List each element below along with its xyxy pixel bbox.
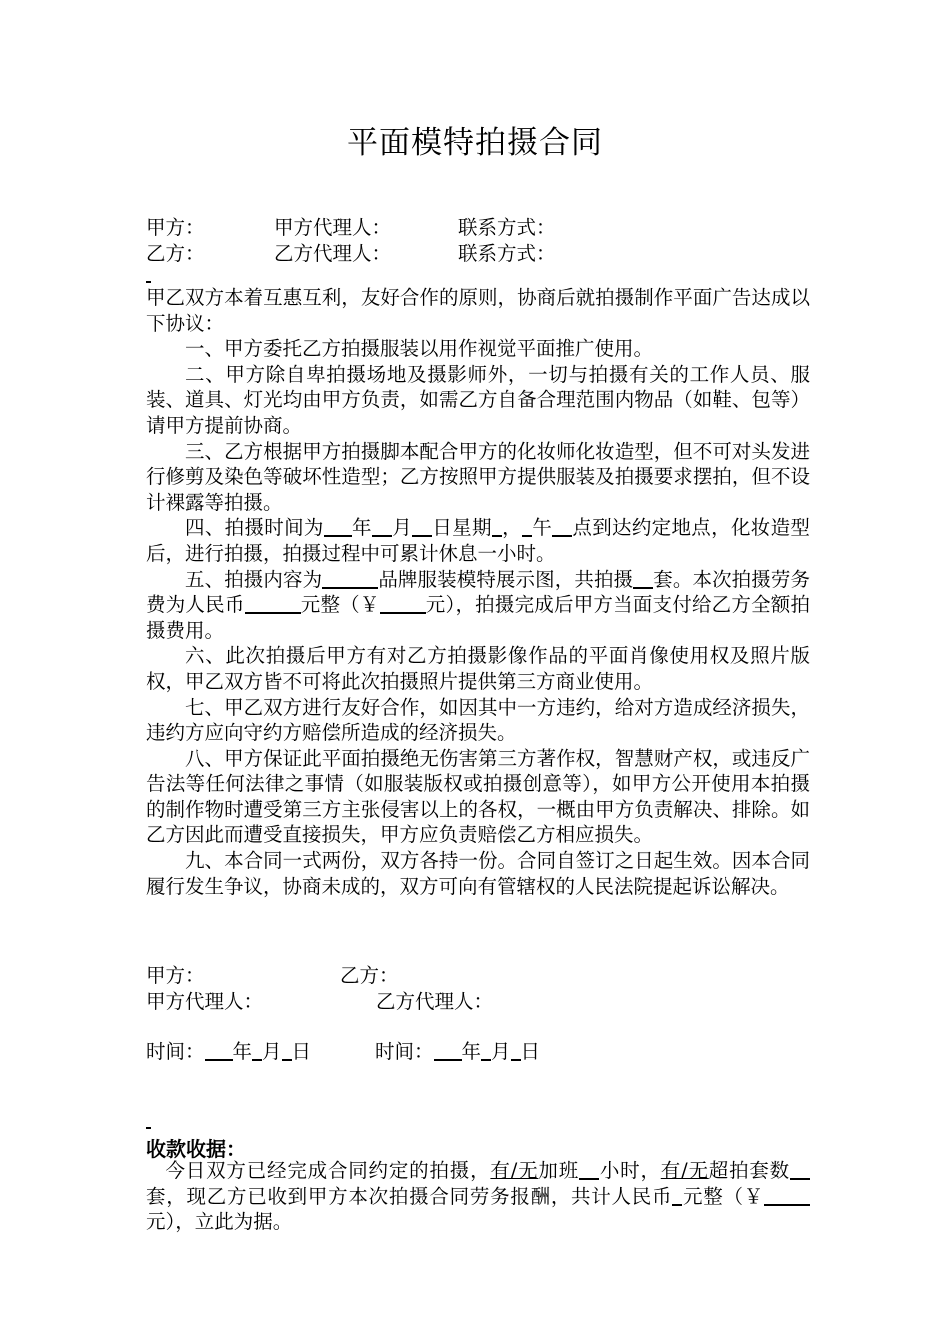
blank-date-b-month[interactable] (481, 1040, 491, 1062)
blank-month[interactable] (372, 516, 392, 538)
receipt-text: 元），立此为据。 (146, 1210, 293, 1234)
blank-sets[interactable] (633, 567, 653, 589)
blank-ampm[interactable] (522, 516, 532, 538)
blank-date-a-year[interactable] (205, 1040, 233, 1062)
clause-7: 七、甲乙双方进行友好合作，如因其中一方违约，给对方造成经济损失，违约方应向守约方赔偿所造成的经济损失。 (146, 695, 810, 745)
extra-sets-option[interactable]: 有/无 (660, 1159, 709, 1182)
clause-4 (146, 515, 810, 566)
clause-8: 八、甲方保证此平面拍摄绝无伤害第三方著作权，智慧财产权，或违反广告法等任何法律之事情（如服装版权或拍摄创意等），如甲方公开使用本拍摄的制作物时遭受第三方主张侵害以上的各权，一概由甲方负责解决、排除。如乙方因此而遭受直接损失，甲方应负责赔偿乙方相应损失。 (146, 746, 810, 847)
clause-4-text: 日星期 (432, 516, 492, 540)
party-b-label: 乙方： (146, 242, 205, 265)
clause-5-text: 元整（￥ (300, 593, 380, 617)
blank-date-b-day[interactable] (511, 1040, 521, 1062)
receipt-text: 套，现乙方已收到甲方本次拍摄合同劳务报酬，共计人民币 (146, 1184, 673, 1208)
sign-agent-b: 乙方代理人： (376, 990, 494, 1013)
receipt-text: 元整（￥ (682, 1184, 764, 1208)
clause-5-text: 五、拍摄内容为 (185, 567, 323, 591)
receipt-text: 今日双方已经完成合同约定的拍摄， (165, 1159, 491, 1182)
page-title: 平面模特拍摄合同 (347, 125, 603, 161)
sign-party-a: 甲方： (146, 964, 205, 987)
clause-9: 九、本合同一式两份，双方各持一份。合同自签订之日起生效。因本合同履行发生争议，协商未成的，双方可向有管辖权的人民法院提起诉讼解决。 (146, 849, 810, 898)
intro-paragraph: 甲乙双方本着互惠互利，友好合作的原则，协商后就拍摄制作平面广告达成以下协议： (146, 286, 810, 335)
overtime-option[interactable]: 有/无 (490, 1159, 539, 1182)
blank-day[interactable] (412, 516, 432, 538)
blank-fee-words[interactable] (245, 593, 301, 615)
blank-weekday[interactable] (492, 516, 502, 538)
receipt-text: 加班 (538, 1159, 580, 1182)
receipt-text: 超拍套数 (708, 1159, 790, 1182)
date-a (146, 1036, 311, 1064)
clause-4-text: 年 (351, 516, 372, 540)
clause-1: 一、甲方委托乙方拍摄服装以用作视觉平面推广使用。 (185, 337, 654, 361)
receipt-title: 收款收据： (146, 1137, 246, 1161)
clause-4-text: 午 (531, 516, 553, 540)
day-label: 日 (520, 1040, 541, 1063)
blank-extra-sets[interactable] (790, 1159, 810, 1181)
party-a-label: 甲方： (146, 216, 205, 239)
party-b-agent-label: 乙方代理人： (274, 242, 392, 265)
section-marker (146, 1127, 151, 1129)
time-label: 时间： (146, 1040, 205, 1063)
blank-hour[interactable] (552, 516, 572, 538)
blank-date-b-year[interactable] (434, 1040, 462, 1062)
clause-5 (146, 567, 810, 644)
blank-total-words[interactable] (672, 1184, 682, 1206)
sign-party-b: 乙方： (340, 964, 399, 987)
blank-fee-number[interactable] (380, 593, 426, 615)
day-label: 日 (291, 1040, 312, 1063)
clause-4-text: ， (501, 516, 522, 540)
sign-agent-a: 甲方代理人： (146, 990, 264, 1013)
blank-year[interactable] (324, 516, 352, 538)
receipt-body (146, 1158, 810, 1235)
blank-total-number[interactable] (764, 1184, 810, 1206)
date-b (375, 1036, 540, 1064)
section-marker (146, 281, 151, 283)
blank-overtime-hours[interactable] (579, 1159, 599, 1181)
clause-5-text: 元），拍摄完成后甲方当面支付给乙方全额拍摄费用。 (146, 593, 810, 642)
month-label: 月 (262, 1040, 282, 1063)
party-a-agent-label: 甲方代理人： (274, 216, 392, 239)
party-b-contact-label: 联系方式： (458, 242, 556, 265)
clause-5-text: 品牌服装模特展示图，共拍摄 (378, 567, 634, 591)
receipt-text: 小时， (599, 1159, 661, 1182)
clause-4-text: 四、拍摄时间为 (185, 516, 324, 540)
party-a-contact-label: 联系方式： (458, 216, 556, 239)
clause-6: 六、此次拍摄后甲方有对乙方拍摄影像作品的平面肖像使用权及照片版权，甲乙双方皆不可将此次拍摄照片提供第三方商业使用。 (146, 644, 810, 693)
clause-3: 三、乙方根据甲方拍摄脚本配合甲方的化妆师化妆造型，但不可对头发进行修剪及染色等破坏性造型；乙方按照甲方提供服装及拍摄要求摆拍，但不设计裸露等拍摄。 (146, 439, 810, 514)
blank-date-a-month[interactable] (252, 1040, 262, 1062)
blank-date-a-day[interactable] (282, 1040, 292, 1062)
year-label: 年 (232, 1040, 253, 1063)
receipt-paragraph (146, 1158, 810, 1235)
clause-4-text: 点到达约定地点，化妆造型后，进行拍摄，拍摄过程中可累计休息一小时。 (146, 516, 810, 565)
year-label: 年 (461, 1040, 482, 1063)
month-label: 月 (491, 1040, 511, 1063)
clause-5-text: 套。本次拍摄劳务费为人民币 (146, 567, 810, 617)
time-label: 时间： (375, 1040, 434, 1063)
clause-2: 二、甲方除自卑拍摄场地及摄影师外，一切与拍摄有关的工作人员、服装、道具、灯光均由甲方负责，如需乙方自备合理范围内物品（如鞋、包等）请甲方提前协商。 (146, 362, 810, 437)
blank-brand[interactable] (322, 567, 378, 589)
clause-4-text: 月 (391, 516, 413, 540)
contract-body (146, 285, 810, 899)
